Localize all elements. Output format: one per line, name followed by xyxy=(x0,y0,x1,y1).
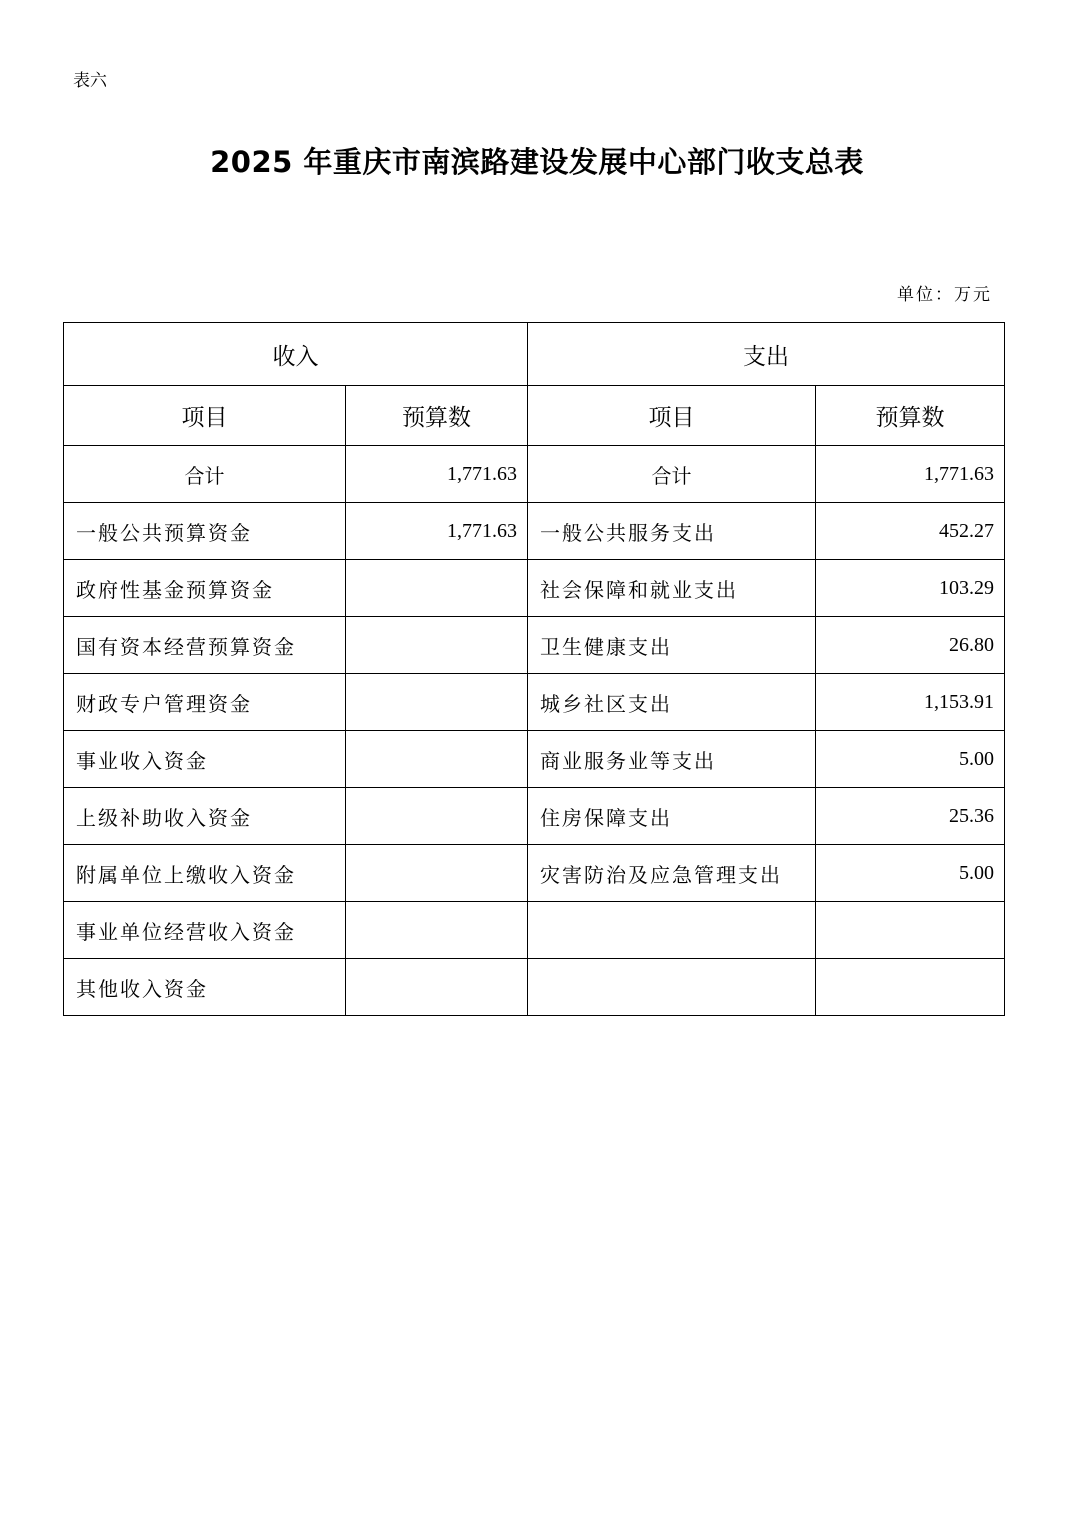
expense-item: 卫生健康支出 xyxy=(528,617,816,674)
table-row xyxy=(64,560,1005,617)
expense-item-header: 项目 xyxy=(528,386,816,446)
table-number-label: 表六 xyxy=(73,71,107,91)
page-title: 2025 年重庆市南滨路建设发展中心部门收支总表 xyxy=(210,145,864,179)
expense-value: 452.27 xyxy=(816,503,1005,560)
income-total-label: 合计 xyxy=(64,446,346,503)
income-value xyxy=(346,731,528,788)
income-item: 事业单位经营收入资金 xyxy=(64,902,346,959)
income-value xyxy=(346,959,528,1016)
income-value xyxy=(346,788,528,845)
income-value xyxy=(346,674,528,731)
expense-budget-header: 预算数 xyxy=(816,386,1005,446)
income-item-header: 项目 xyxy=(64,386,346,446)
expense-value: 25.36 xyxy=(816,788,1005,845)
income-value xyxy=(346,902,528,959)
income-item: 财政专户管理资金 xyxy=(64,674,346,731)
table-row xyxy=(64,731,1005,788)
expense-value: 103.29 xyxy=(816,560,1005,617)
expense-value: 5.00 xyxy=(816,731,1005,788)
budget-summary-table xyxy=(63,322,1005,1016)
income-value xyxy=(346,617,528,674)
expense-item: 住房保障支出 xyxy=(528,788,816,845)
table-row xyxy=(64,959,1005,1016)
expense-item: 商业服务业等支出 xyxy=(528,731,816,788)
unit-label: 单位：万元 xyxy=(897,285,992,305)
expense-value xyxy=(816,959,1005,1016)
expense-item xyxy=(528,902,816,959)
table-row xyxy=(64,845,1005,902)
expense-item: 一般公共服务支出 xyxy=(528,503,816,560)
expense-section-header: 支出 xyxy=(528,323,1005,386)
expense-value: 5.00 xyxy=(816,845,1005,902)
income-value xyxy=(346,560,528,617)
income-budget-header: 预算数 xyxy=(346,386,528,446)
expense-item xyxy=(528,959,816,1016)
income-value: 1,771.63 xyxy=(346,503,528,560)
total-row xyxy=(64,446,1005,503)
expense-total-value: 1,771.63 xyxy=(816,446,1005,503)
expense-value: 26.80 xyxy=(816,617,1005,674)
table-row xyxy=(64,788,1005,845)
expense-item: 灾害防治及应急管理支出 xyxy=(528,845,816,902)
income-item: 政府性基金预算资金 xyxy=(64,560,346,617)
table-row xyxy=(64,503,1005,560)
income-total-value: 1,771.63 xyxy=(346,446,528,503)
income-item: 一般公共预算资金 xyxy=(64,503,346,560)
income-section-header: 收入 xyxy=(64,323,528,386)
expense-total-label: 合计 xyxy=(528,446,816,503)
income-item: 上级补助收入资金 xyxy=(64,788,346,845)
table-row xyxy=(64,902,1005,959)
expense-value xyxy=(816,902,1005,959)
expense-item: 社会保障和就业支出 xyxy=(528,560,816,617)
income-item: 附属单位上缴收入资金 xyxy=(64,845,346,902)
income-value xyxy=(346,845,528,902)
section-header-row xyxy=(64,323,1005,386)
income-item: 其他收入资金 xyxy=(64,959,346,1016)
table-row xyxy=(64,674,1005,731)
table-row xyxy=(64,617,1005,674)
expense-item: 城乡社区支出 xyxy=(528,674,816,731)
expense-value: 1,153.91 xyxy=(816,674,1005,731)
income-item: 事业收入资金 xyxy=(64,731,346,788)
column-header-row xyxy=(64,386,1005,446)
income-item: 国有资本经营预算资金 xyxy=(64,617,346,674)
